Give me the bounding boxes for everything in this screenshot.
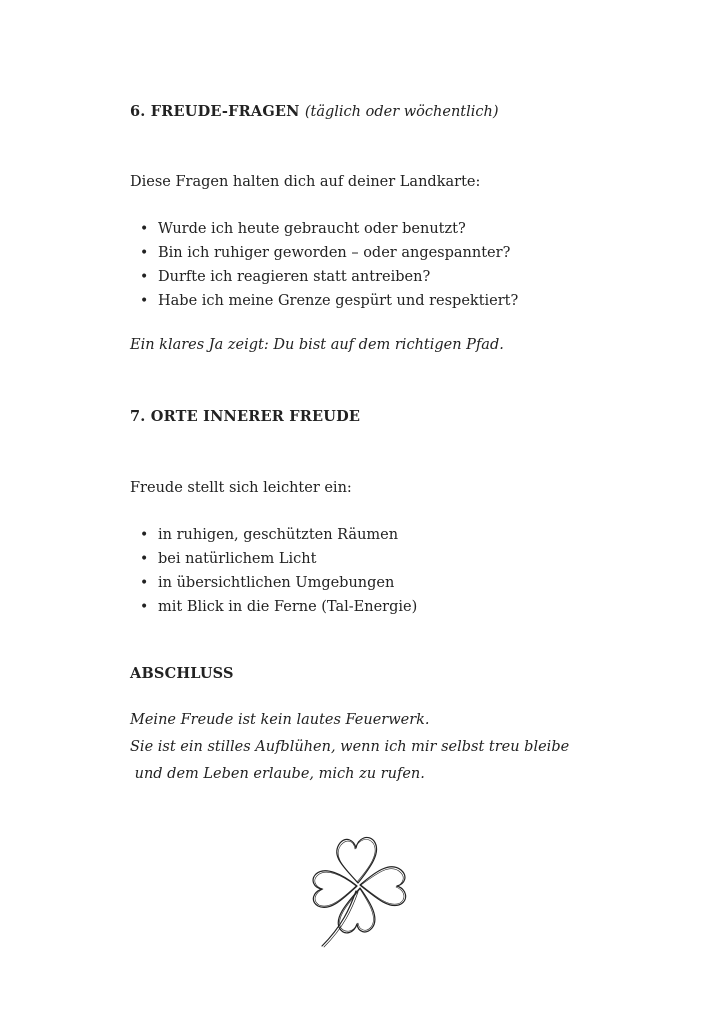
bullet-icon: • <box>140 245 149 261</box>
bullet-icon: • <box>140 269 149 285</box>
list-item-text: Durfte ich reagieren statt antreiben? <box>158 269 431 285</box>
section-6-heading <box>130 103 499 120</box>
abschluss-line: Sie ist ein stilles Aufblühen, wenn ich mir selbst treu bleibe <box>130 739 570 755</box>
four-leaf-clover-icon <box>300 828 420 958</box>
list-item-text: mit Blick in die Ferne (Tal-Energie) <box>158 599 418 615</box>
list-item <box>140 571 417 595</box>
bullet-icon: • <box>140 575 149 591</box>
section-7-places-list <box>140 523 417 619</box>
abschluss-line: Meine Freude ist kein lautes Feuerwerk. <box>130 712 430 728</box>
list-item-text: bei natürlichem Licht <box>158 551 317 567</box>
list-item-text: Bin ich ruhiger geworden – oder angespannter? <box>158 245 511 261</box>
abschluss-line: und dem Leben erlaube, mich zu rufen. <box>130 766 425 782</box>
section-7-intro: Freude stellt sich leichter ein: <box>130 480 352 496</box>
section-6-question-list <box>140 217 518 313</box>
abschluss-heading: ABSCHLUSS <box>130 665 234 682</box>
bullet-icon: • <box>140 221 149 237</box>
list-item <box>140 523 417 547</box>
list-item <box>140 217 518 241</box>
list-item-text: in übersichtlichen Umgebungen <box>158 575 395 591</box>
list-item-text: Habe ich meine Grenze gespürt und respektiert? <box>158 293 519 309</box>
list-item <box>140 289 518 313</box>
section-6-closing-note: Ein klares Ja zeigt: Du bist auf dem richtigen Pfad. <box>130 337 504 353</box>
list-item <box>140 265 518 289</box>
section-6-intro: Diese Fragen halten dich auf deiner Landkarte: <box>130 174 481 190</box>
list-item <box>140 547 417 571</box>
bullet-icon: • <box>140 551 149 567</box>
list-item <box>140 241 518 265</box>
bullet-icon: • <box>140 599 149 615</box>
list-item <box>140 595 417 619</box>
list-item-text: Wurde ich heute gebraucht oder benutzt? <box>158 221 466 237</box>
list-item-text: in ruhigen, geschützten Räumen <box>158 527 399 543</box>
section-6-title: 6. FREUDE-FRAGEN <box>130 103 300 120</box>
bullet-icon: • <box>140 527 149 543</box>
section-6-frequency-note: (täglich oder wöchentlich) <box>304 104 499 120</box>
bullet-icon: • <box>140 293 149 309</box>
section-7-heading: 7. ORTE INNERER FREUDE <box>130 408 361 425</box>
abschluss-text <box>130 707 569 788</box>
